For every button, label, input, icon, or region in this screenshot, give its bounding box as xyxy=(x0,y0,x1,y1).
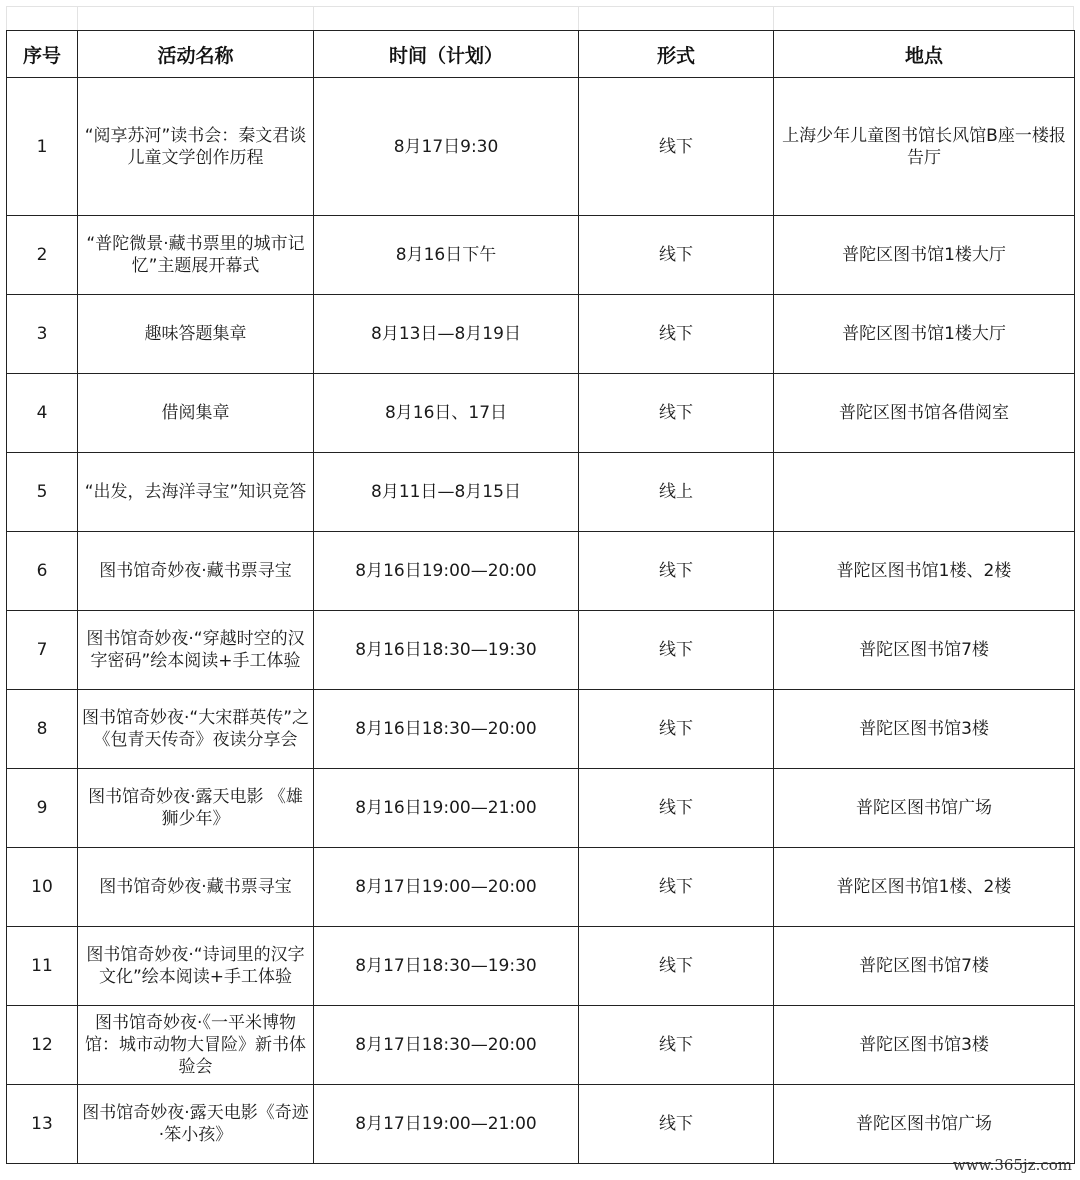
header-form: 形式 xyxy=(579,31,774,78)
cell-no: 9 xyxy=(7,769,78,848)
cell-time: 8月16日19:00—20:00 xyxy=(314,532,579,611)
cell-time: 8月17日9:30 xyxy=(314,78,579,216)
table-row xyxy=(7,927,1075,1006)
cell-activity-name: 图书馆奇妙夜·露天电影《奇迹·笨小孩》 xyxy=(78,1085,314,1164)
cell-place: 上海少年儿童图书馆长风馆B座一楼报告厅 xyxy=(774,78,1075,216)
cell-no: 3 xyxy=(7,295,78,374)
cell-place: 普陀区图书馆1楼、2楼 xyxy=(774,848,1075,927)
cell-no: 13 xyxy=(7,1085,78,1164)
cell-time: 8月16日18:30—20:00 xyxy=(314,690,579,769)
cell-place xyxy=(774,453,1075,532)
cell-time: 8月17日19:00—21:00 xyxy=(314,1085,579,1164)
cell-form: 线下 xyxy=(579,374,774,453)
table-row xyxy=(7,374,1075,453)
cell-time: 8月17日18:30—19:30 xyxy=(314,927,579,1006)
table-row xyxy=(7,848,1075,927)
cell-place: 普陀区图书馆各借阅室 xyxy=(774,374,1075,453)
cell-no: 11 xyxy=(7,927,78,1006)
cell-no: 4 xyxy=(7,374,78,453)
table-header-row xyxy=(7,31,1075,78)
cell-place: 普陀区图书馆3楼 xyxy=(774,1006,1075,1085)
cell-no: 6 xyxy=(7,532,78,611)
cell-form: 线下 xyxy=(579,532,774,611)
table-row xyxy=(7,216,1075,295)
cell-form: 线下 xyxy=(579,295,774,374)
cell-time: 8月13日—8月19日 xyxy=(314,295,579,374)
cell-no: 2 xyxy=(7,216,78,295)
table-row xyxy=(7,1085,1075,1164)
cell-form: 线下 xyxy=(579,78,774,216)
cell-form: 线下 xyxy=(579,927,774,1006)
cell-no: 12 xyxy=(7,1006,78,1085)
table-row xyxy=(7,78,1075,216)
cell-activity-name: “出发，去海洋寻宝”知识竞答 xyxy=(78,453,314,532)
cell-activity-name: “阅享苏河”读书会：秦文君谈儿童文学创作历程 xyxy=(78,78,314,216)
cell-activity-name: 趣味答题集章 xyxy=(78,295,314,374)
cell-activity-name: 图书馆奇妙夜·藏书票寻宝 xyxy=(78,532,314,611)
cell-place: 普陀区图书馆广场 xyxy=(774,1085,1075,1164)
table-row xyxy=(7,690,1075,769)
cell-activity-name: 图书馆奇妙夜·“诗词里的汉字文化”绘本阅读+手工体验 xyxy=(78,927,314,1006)
cell-place: 普陀区图书馆7楼 xyxy=(774,611,1075,690)
site-watermark: www.365jz.com xyxy=(952,1156,1072,1174)
table-row xyxy=(7,532,1075,611)
cell-place: 普陀区图书馆1楼、2楼 xyxy=(774,532,1075,611)
table-row xyxy=(7,295,1075,374)
cell-place: 普陀区图书馆1楼大厅 xyxy=(774,295,1075,374)
header-activity-name: 活动名称 xyxy=(78,31,314,78)
cell-activity-name: 借阅集章 xyxy=(78,374,314,453)
cell-no: 7 xyxy=(7,611,78,690)
table-row xyxy=(7,453,1075,532)
cell-no: 8 xyxy=(7,690,78,769)
table-row xyxy=(7,1006,1075,1085)
cell-time: 8月16日18:30—19:30 xyxy=(314,611,579,690)
cell-no: 1 xyxy=(7,78,78,216)
cell-place: 普陀区图书馆广场 xyxy=(774,769,1075,848)
header-time: 时间（计划） xyxy=(314,31,579,78)
cell-activity-name: 图书馆奇妙夜·“穿越时空的汉字密码”绘本阅读+手工体验 xyxy=(78,611,314,690)
cell-time: 8月17日18:30—20:00 xyxy=(314,1006,579,1085)
cell-no: 10 xyxy=(7,848,78,927)
cell-time: 8月11日—8月15日 xyxy=(314,453,579,532)
cell-activity-name: 图书馆奇妙夜·《一平米博物馆：城市动物大冒险》新书体验会 xyxy=(78,1006,314,1085)
cell-time: 8月16日下午 xyxy=(314,216,579,295)
cell-form: 线上 xyxy=(579,453,774,532)
cell-no: 5 xyxy=(7,453,78,532)
cell-form: 线下 xyxy=(579,690,774,769)
cell-form: 线下 xyxy=(579,1085,774,1164)
header-no: 序号 xyxy=(7,31,78,78)
cell-activity-name: 图书馆奇妙夜·“大宋群英传”之《包青天传奇》夜读分享会 xyxy=(78,690,314,769)
cell-place: 普陀区图书馆7楼 xyxy=(774,927,1075,1006)
cell-activity-name: 图书馆奇妙夜·藏书票寻宝 xyxy=(78,848,314,927)
cell-form: 线下 xyxy=(579,216,774,295)
cell-activity-name: 图书馆奇妙夜·露天电影 《雄狮少年》 xyxy=(78,769,314,848)
cell-form: 线下 xyxy=(579,1006,774,1085)
cell-activity-name: “普陀微景·藏书票里的城市记忆”主题展开幕式 xyxy=(78,216,314,295)
cell-time: 8月16日、17日 xyxy=(314,374,579,453)
cell-place: 普陀区图书馆3楼 xyxy=(774,690,1075,769)
spreadsheet-top-strip xyxy=(6,6,1074,31)
cell-form: 线下 xyxy=(579,611,774,690)
activity-schedule-table xyxy=(6,30,1075,1164)
table-row xyxy=(7,769,1075,848)
cell-place: 普陀区图书馆1楼大厅 xyxy=(774,216,1075,295)
cell-form: 线下 xyxy=(579,848,774,927)
table-row xyxy=(7,611,1075,690)
header-place: 地点 xyxy=(774,31,1075,78)
cell-form: 线下 xyxy=(579,769,774,848)
cell-time: 8月16日19:00—21:00 xyxy=(314,769,579,848)
cell-time: 8月17日19:00—20:00 xyxy=(314,848,579,927)
